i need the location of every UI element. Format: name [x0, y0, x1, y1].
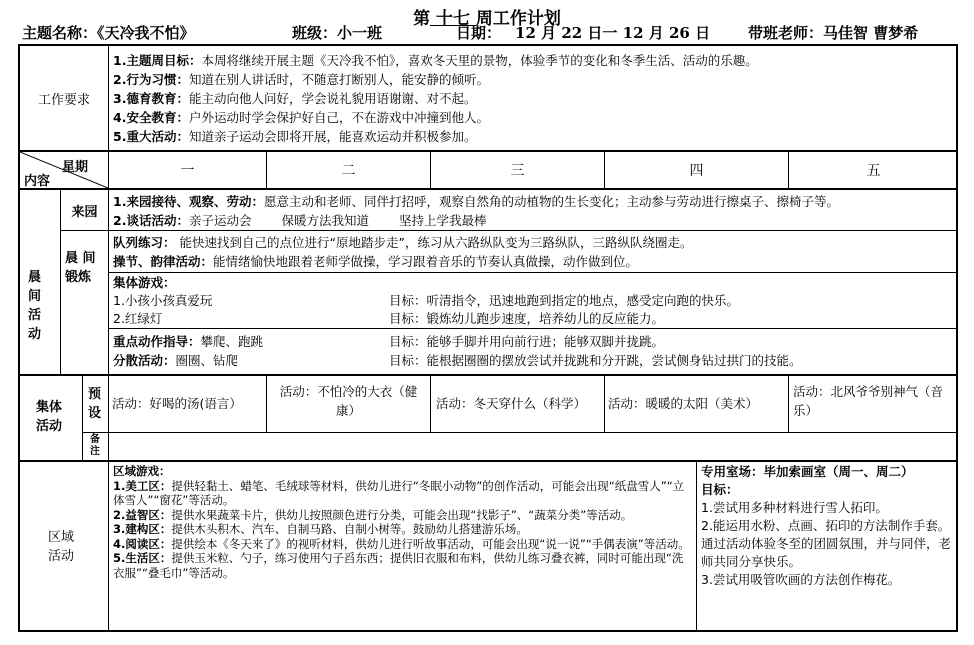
week-corner [20, 150, 108, 188]
theme-value: 《天冷我不怕》 [97, 24, 195, 42]
theme-info: 主题名称：《天冷我不怕》 [22, 24, 195, 42]
group-activity: 活动：冬天穿什么（科学） [430, 374, 604, 432]
note-label: 备 注 [82, 432, 108, 460]
day-header: 一 [108, 150, 266, 188]
group-activity: 活动：好喝的汤(语言） [108, 374, 266, 432]
area-item: 2.益智区：提供水果蔬菜卡片，供幼儿按照颜色进行分类，可能会出现“找影子”、“蔬菜分类”等活动。 [113, 507, 633, 522]
exercise-drills [108, 230, 958, 272]
arrival-label: 来园 [60, 188, 108, 230]
week-number: 十七 [430, 9, 476, 29]
date-value: 12 月 22 日一 12 月 26 日 [515, 24, 711, 42]
arrival-content [108, 188, 958, 230]
group-label: 集体 活动 [20, 374, 82, 460]
work-item: 3.德育教育：能主动向他人问好，学会说礼貌用语谢谢、对不起。 [113, 91, 477, 106]
morning-label: 晨 间 活 动 [20, 188, 60, 374]
area-item: 5.生活区：提供玉米粒、勺子，练习使用勺子舀东西；提供旧衣服和布料，供幼儿练习叠衣裤，同时可能出现“洗衣服”“叠毛巾”等活动。 [113, 551, 684, 580]
day-header: 五 [788, 150, 958, 188]
arrival-line: 1.来园接待、观察、劳动：愿意主动和老师、同伴打招呼，观察自然角的动植物的生长变化；主动参与劳动进行擦桌子、擦椅子等。 [113, 194, 839, 209]
preset-label: 预 设 [82, 374, 108, 432]
area-item: 1.美工区：提供轻黏土、蜡笔、毛绒球等材料，供幼儿进行“冬眠小动物”的创作活动，可能会出现“纸盘雪人”“立体雪人”“窗花”等活动。 [113, 478, 685, 507]
teacher-value: 马佳智 曹梦希 [823, 24, 919, 42]
page-title: 第 十七 周工作计划 [413, 9, 561, 29]
work-item: 5.重大活动：知道亲子运动会即将开展，能喜欢运动并积极参加。 [113, 129, 477, 144]
date-info: 日期： 12 月 22 日一 12 月 26 日 [456, 24, 711, 42]
work-item: 1.主题周目标：本周将继续开展主题《天冷我不怕》，喜欢冬天里的景物，体验季节的变化和冬季生活、活动的乐趣。 [113, 53, 758, 68]
focus-activities [108, 328, 958, 374]
special-room: 专用室场：毕加索画室（周一、周二） 目标： 1.尝试用多种材料进行雪人拓印。 2.能运用水粉、点画、拓印的方法制作手套。通过活动体验冬至的团圆氛围，并与同伴，老师共同分享快乐。 3.尝试用吸管吹画的方法创作梅花。 [696, 460, 958, 632]
room-goal: 1.尝试用多种材料进行雪人拓印。 [701, 500, 888, 515]
room-goal: 2.能运用水粉、点画、拓印的方法制作手套。通过活动体验冬至的团圆氛围，并与同伴，老师共同分享快乐。 [701, 518, 952, 569]
group-activity: 活动：暖暖的太阳（美术） [604, 374, 788, 432]
plan-table [18, 44, 958, 632]
area-label: 区域 活动 [20, 460, 108, 632]
area-item: 3.建构区：提供木头积木、汽车、自制马路、自制小树等。鼓励幼儿搭建游乐场。 [113, 522, 528, 536]
day-header: 四 [604, 150, 788, 188]
drill-line: 操节、韵律活动：能情绪愉快地跟着老师学做操，学习跟着音乐的节奏认真做操，动作做到位。 [113, 254, 639, 269]
work-requirements [108, 46, 958, 150]
work-label: 工作要求 [37, 92, 90, 108]
group-activity: 活动：北风爷爷别神气（音乐） [788, 374, 958, 432]
work-item: 4.安全教育：户外运动时学会保护好自己，不在游戏中冲撞到他人。 [113, 110, 489, 125]
exercise-label: 晨 间 锻炼 [60, 230, 108, 374]
area-item: 4.阅读区：提供绘本《冬天来了》的视听材料，供幼儿进行听故事活动，可能会出现“说一说”“手偶表演”等活动。 [113, 536, 690, 551]
class-info: 班级：小一班 [292, 24, 383, 42]
area-games: 区域游戏： 1.美工区：提供轻黏土、蜡笔、毛绒球等材料，供幼儿进行“冬眠小动物”的创作活动，可能会出现“纸盘雪人”“立体雪人”“窗花”等活动。 2.益智区：提供水果蔬菜卡片，供幼儿按照颜色进行分类，可能会出现“找影子”、“蔬菜分类”等活动。 3.建构区：提供木头积木、汽车、自制马路、自制小树等。鼓励幼儿搭建游乐场。 4.阅读区：提供绘本《冬天来了》的视听材料，供幼儿进行听故事活动，可能会出现“说一说”“手偶表演”等活动。 5.生活区：提供玉米粒、勺子，练习使用勺子舀东西；提供旧衣服和布料，供幼儿练习叠衣裤，同时可能出现“洗衣服”“叠毛巾”等活动。 [108, 460, 696, 632]
game-row: 1.小孩小孩真爱玩 目标：听清指令，迅速地跑到指定的地点，感受定向跑的快乐。 [113, 293, 740, 308]
class-value: 小一班 [337, 24, 383, 42]
corner-content: 内容 [24, 174, 51, 189]
group-games: 集体游戏： 1.小孩小孩真爱玩 目标：听清指令，迅速地跑到指定的地点，感受定向跑的快乐。 2.红绿灯 目标：锻炼幼儿跑步速度，培养幼儿的反应能力。 [108, 272, 958, 328]
corner-weekday: 星期 [62, 160, 89, 175]
group-activity: 活动：不怕冷的大衣（健康） [266, 374, 430, 432]
game-row: 2.红绿灯 目标：锻炼幼儿跑步速度，培养幼儿的反应能力。 [113, 311, 665, 326]
teacher-info: 带班老师：马佳智 曹梦希 [748, 24, 919, 42]
work-item: 2.行为习惯：知道在别人讲话时，不随意打断别人，能安静的倾听。 [113, 72, 489, 87]
day-header: 二 [266, 150, 430, 188]
talk-activities: 2.谈话活动：亲子运动会 保暖方法我知道 坚持上学我最棒 [113, 213, 487, 228]
day-header: 三 [430, 150, 604, 188]
note-content [108, 432, 958, 460]
split-row: 分散活动：圈圈、钻爬 目标：能根据圈圈的摆放尝试并拢跳和分开跳，尝试侧身钻过拱门的技能。 [113, 353, 802, 368]
drill-line: 队列练习： 能快速找到自己的点位进行“原地踏步走”，练习从六路纵队变为三路纵队，三路纵队绕圈走。 [113, 235, 693, 250]
room-goal: 3.尝试用吸管吹画的方法创作梅花。 [701, 572, 901, 587]
room-title: 专用室场：毕加索画室（周一、周二） [701, 464, 914, 479]
focus-row: 重点动作指导：攀爬、跑跳 目标：能够手脚并用向前行进；能够双脚并拢跳。 [113, 334, 665, 349]
